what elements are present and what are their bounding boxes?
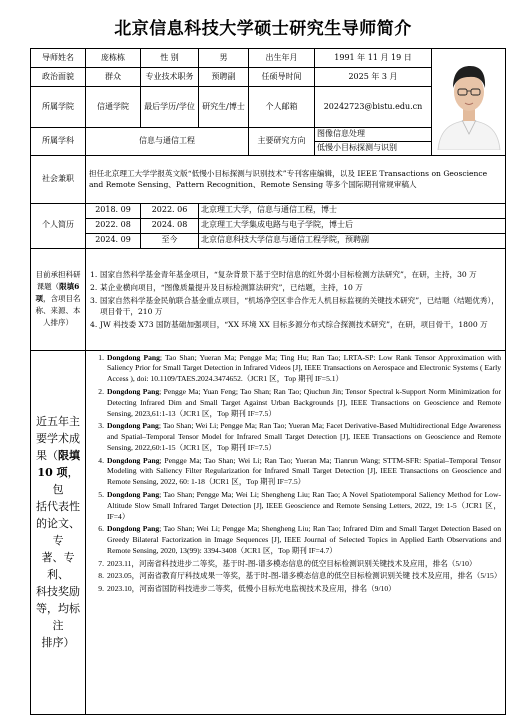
degree-value: 研究生/博士 (199, 87, 249, 128)
pub-body: ; Tao Shan; Wei Li; Pengge Ma; Shengheng Liu; Ran Tao; Infrared Dim and Small Target Detection Based on Greedy Bilateral Factorization in Image Sequences [J], IEEE Journal of Selected Topics in Applied Earth Observations and Remote Sensing, 2020, 13(99): 3394-3408（JCR1 区，Top 期刊 IF=4.7） (107, 524, 501, 555)
pub-body: ; Pengge Ma; Yuan Feng; Tao Shan; Ran Tao; Qiuchun Jin; Tensor Spectral k-Support Norm Minimization for Detecting Infrared Dim and Small Target Against Urban Backgrounds [J], IEEE Transactions on Geoscience and Remote Sensing, 2023,61:1-13（JCR1 区，Top 期刊 IF=7.5） (107, 386, 501, 418)
resume-desc-1: 北京理工大学，信息与通信工程，博士 (199, 203, 506, 218)
pubs-label-line: 著、专利、 (41, 551, 75, 582)
funds-label-part: ，含项目名 (43, 294, 81, 304)
fund-item (90, 318, 501, 331)
pub-item (90, 421, 501, 455)
pubs-label-line: 等，均标注 (36, 602, 80, 633)
pub-body: ; Tao Shan; Wei Li; Pengge Ma; Ran Tao; Yueran Ma; Facet Derivative-Based Multidirectional Edge Awareness and Spatial–Temporal Tensor Model for Infrared Small Target Detection [J], IEEE Transactions on Geoscience and Remote Sensing, 2022,60:1-15（JCR1 区，Top 期刊 IF=7.5） (107, 421, 501, 452)
fund-item (90, 268, 501, 281)
pub-author: Dongdong Pang (107, 386, 160, 396)
pubs-label (31, 350, 86, 714)
college-value: 信通学院 (86, 87, 141, 128)
college-label: 所属学院 (31, 87, 86, 128)
appoint-value: 2025 年 3 月 (315, 68, 432, 87)
pubs-label-line (34, 447, 82, 464)
discipline-label: 所属学科 (31, 128, 86, 156)
pubs-label-bold: 限填 (58, 448, 80, 462)
pub-body: ; Tao Shan; Pengge Ma; Wei Li; Shengheng Liu; Ran Tao; A Novel Spatiotemporal Saliency Method for Low-Altitude Slow Small Infrared Target Detection [J], IEEE Geoscience and Remote Sensing Letters, 2022, 19: 1-5（JCR1 区，IF=4） (107, 489, 501, 521)
fund-text: JW 科技委 X73 国防基础加强项目，“XX 环境 XX 目标多源分布式综合探测技术研究”，在研，项目骨干，1800 万 (100, 319, 488, 329)
appoint-label: 任硕导时间 (249, 68, 315, 87)
pub-num: 8. (98, 571, 104, 581)
pub-num: 1. (98, 352, 104, 362)
direction-cell (315, 128, 432, 156)
funds-label-bold: 限填6 (59, 282, 80, 292)
pub-text (107, 456, 501, 488)
pub-item (90, 571, 501, 584)
pub-num: 7. (98, 558, 104, 568)
funds-label-line (33, 293, 83, 305)
fund-text: 国家自然科学基金青年基金项目，“复杂背景下基于空时信息的红外弱小目标检测方法研究”，在研，主持，30 万 (100, 269, 477, 279)
pubs-label-line: 的论文、专 (36, 517, 80, 548)
pub-item (90, 524, 501, 558)
degree-label: 最后学历/学位 (141, 87, 199, 128)
resume-to-3: 至今 (141, 233, 199, 248)
portrait-photo (432, 50, 506, 150)
fund-num: 4. (90, 319, 98, 329)
pubs-label-line: 括代表性 (36, 500, 80, 513)
fund-num: 2. (90, 282, 98, 292)
resume-from-2: 2022. 08 (86, 218, 141, 233)
pub-text (107, 421, 501, 453)
email-value: 20242723@bistu.edu.cn (315, 87, 432, 128)
gender-label: 性 别 (141, 49, 199, 68)
resume-label: 个人简历 (31, 203, 86, 248)
pub-body: ; Tao Shan; Yueran Ma; Pengge Ma; Ting Hu; Ran Tao; LRTA-SP: Low Rank Tensor Approximation with Saliency Prior for Small Target Detection in Infrared Videos [J], IEEE Transactions on Aerospace and Electronic Systems ( Early Access ), doi: 10.1109/TAES.2024.3474652.（JCR1 区，Top 期刊 IF=5.1） (107, 352, 501, 384)
pubs-list (86, 350, 506, 714)
pub-num: 9. (98, 584, 104, 594)
politics-label: 政治面貌 (31, 68, 86, 87)
resume-desc-2: 北京理工大学集成电路与电子学院，博士后 (199, 218, 506, 233)
resume-desc-3: 北京信息科技大学信息与通信工程学院，预聘副 (199, 233, 506, 248)
discipline-value: 信息与通信工程 (86, 128, 249, 156)
pub-text (107, 490, 501, 522)
resume-to-1: 2022. 06 (141, 203, 199, 218)
job-title-label: 专业技术职务 (141, 68, 199, 87)
name-value: 庞栋栋 (86, 49, 141, 68)
direction-item-2: 低慢小目标探测与识别 (317, 142, 397, 152)
cv-table (30, 48, 506, 715)
email-label: 个人邮箱 (249, 87, 315, 128)
pubs-label-line: 排序） (41, 636, 75, 650)
fund-text: 某企业横向项目，“图像质量提升及目标检测算法研究”，已结题，主持，10 万 (100, 282, 363, 292)
fund-text: 国家自然科学基金民航联合基金重点项目，“机场净空区非合作无人机目标监视的关键技术研究”，已结题（结题优秀），项目骨干，210 万 (100, 295, 499, 316)
pubs-label-line (34, 464, 82, 498)
social-label: 社会兼职 (31, 155, 86, 203)
funds-label-line: 目前承担科研 (35, 270, 81, 280)
pub-text: 2023.11，河南省科技进步二等奖，基于时-图-谱多模态信息的低空目标检测识别关键技术及应用，排名（5/10） (107, 558, 477, 568)
pub-text (107, 387, 501, 419)
direction-label: 主要研究方向 (249, 128, 315, 156)
birth-label: 出生年月 (249, 49, 315, 68)
pub-item (90, 559, 501, 572)
pub-text (107, 353, 501, 385)
fund-item (90, 294, 501, 318)
pub-author: Dongdong Pang (107, 455, 160, 465)
funds-label-line: 称、来源、本 (35, 306, 81, 316)
pub-text: 2023.05，河南省教育厅科技成果一等奖，基于时-图-谱多模态信息的低空目标检测识别关键 技术及应用，排名（5/15） (107, 571, 502, 581)
pub-item (90, 353, 501, 387)
pub-num: 4. (98, 455, 104, 465)
direction-item-1: 图像信息处理 (315, 128, 431, 142)
pubs-label-line: 要学术成 (36, 431, 80, 445)
birth-value: 1991 年 11 月 19 日 (315, 49, 432, 68)
photo-cell (432, 49, 506, 156)
pub-body: ; Pengge Ma; Tao Shan; Wei Li; Ran Tao; Yueran Ma; Tianrun Wang; STTM-SFR: Spatial–Temporal Tensor Modeling with Saliency Filter Regularization for Infrared Small Target Detection [J], IEEE Transactions on Geoscience and Remote Sensing, 2022, 60: 1-18（JCR1 区，Top 期刊 IF=7.5） (107, 455, 501, 487)
pubs-label-line: 科技奖励 (36, 585, 80, 599)
funds-label (31, 248, 86, 350)
funds-label-line: 人排序） (43, 318, 73, 328)
pub-num: 2. (98, 386, 104, 396)
fund-item (90, 281, 501, 294)
funds-label-part: 课题（ (36, 282, 60, 292)
pub-num: 3. (98, 421, 104, 431)
pub-item (90, 490, 501, 524)
pubs-label-part: 果（ (36, 448, 58, 462)
pub-author: Dongdong Pang (107, 489, 160, 499)
pubs-label-bold: 10 项 (37, 465, 68, 479)
page-title: 北京信息科技大学硕士研究生导师简介 (114, 19, 412, 39)
pub-text: 2023.10，河南省国防科技进步二等奖，低慢小目标光电监视技术及应用，排名（9/10） (107, 584, 396, 594)
job-title-value: 预聘副 (199, 68, 249, 87)
pub-text (107, 524, 501, 556)
pubs-label-part: ，包 (52, 465, 79, 496)
resume-from-1: 2018. 09 (86, 203, 141, 218)
pub-num: 5. (98, 489, 104, 499)
social-text: 担任北京理工大学学报英文版“低慢小目标探测与识别技术”专刊客座编辑，以及 IEEE Transactions on Geoscience and Remote Sensing、Pattern Recognition、Remote Sensing 等多个国际期刊常规审稿人 (86, 155, 506, 203)
pub-item (90, 584, 501, 597)
pub-item (90, 456, 501, 490)
pub-author: Dongdong Pang (107, 352, 160, 362)
pubs-label-line: 近五年主 (36, 414, 80, 428)
fund-num: 3. (90, 295, 98, 305)
name-label: 导师姓名 (31, 49, 86, 68)
pub-num: 6. (98, 524, 104, 534)
pub-item (90, 387, 501, 421)
pub-author: Dongdong Pang (107, 421, 159, 431)
funds-list (86, 248, 506, 350)
fund-num: 1. (90, 269, 98, 279)
pub-author: Dongdong Pang (107, 524, 160, 534)
resume-from-3: 2024. 09 (86, 233, 141, 248)
funds-label-bold: 项 (35, 294, 43, 304)
politics-value: 群众 (86, 68, 141, 87)
gender-value: 男 (199, 49, 249, 68)
resume-to-2: 2024. 08 (141, 218, 199, 233)
funds-label-line (33, 281, 83, 293)
